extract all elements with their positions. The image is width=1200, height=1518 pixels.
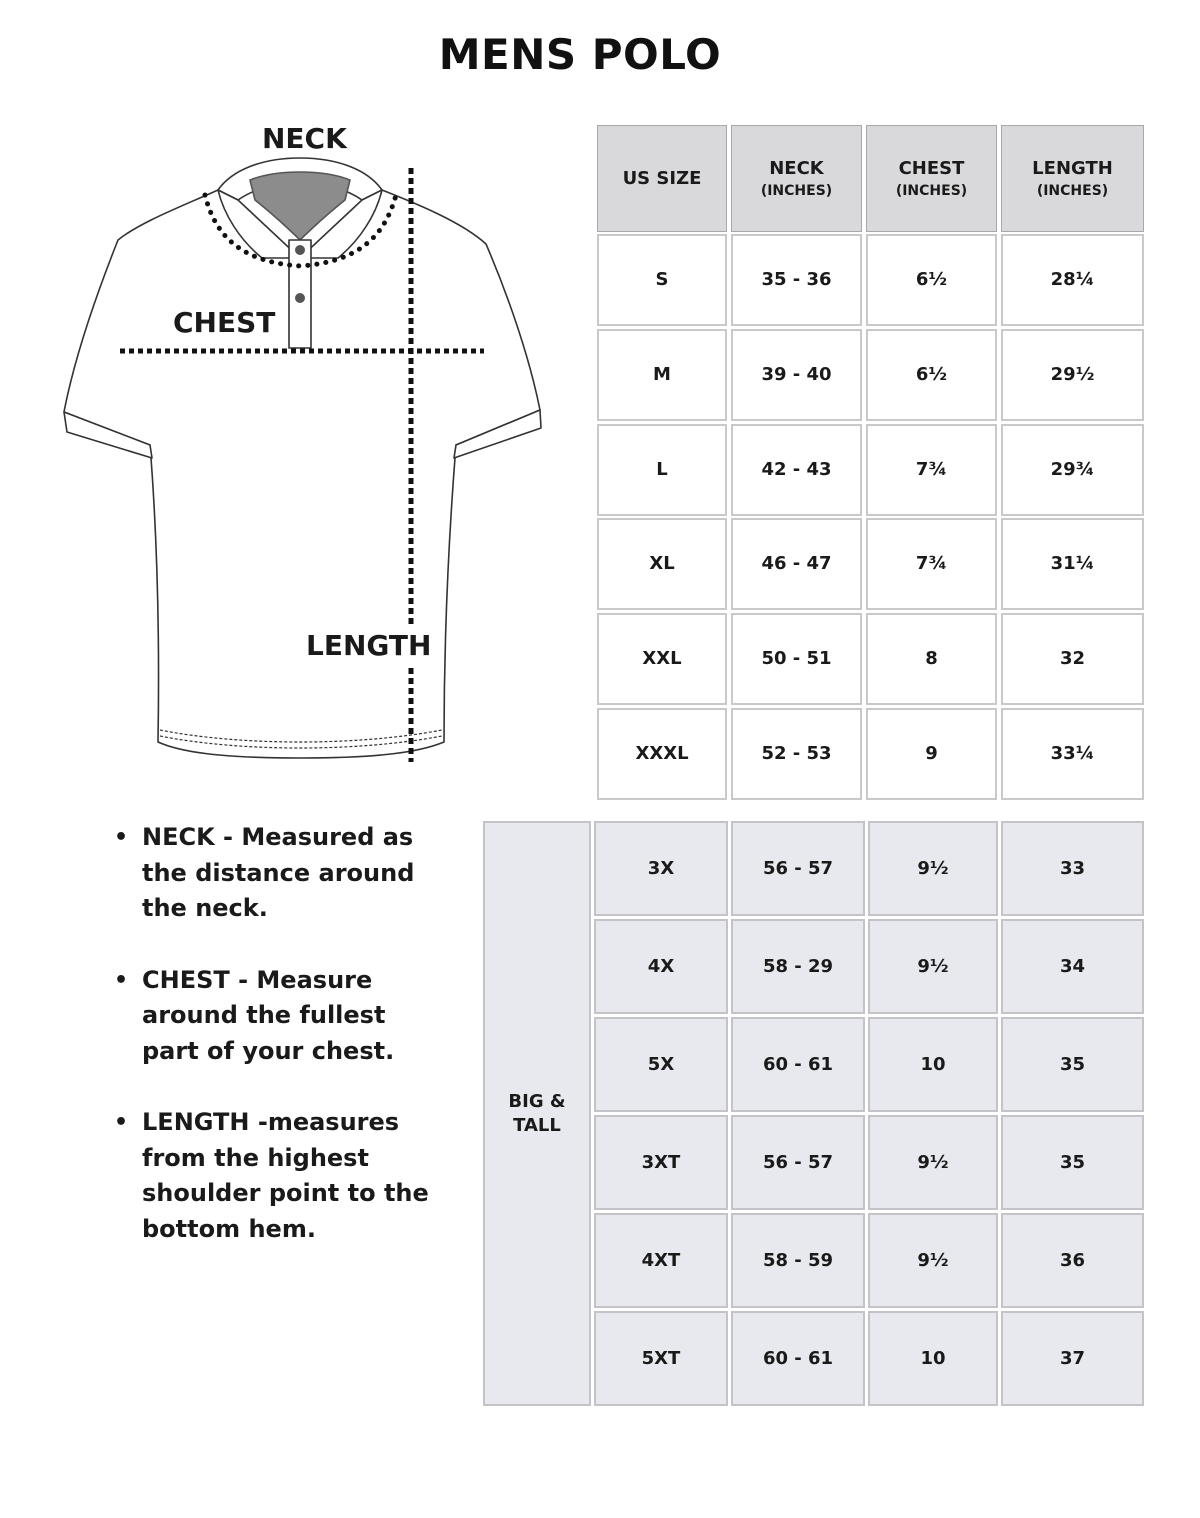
table-cell-neck: 35 - 36 <box>731 234 862 326</box>
button-top-icon <box>295 245 305 255</box>
big-tall-cell-neck: 60 - 61 <box>731 1017 865 1112</box>
page-title: MENS POLO <box>438 30 722 79</box>
big-tall-cell-us-size: 5X <box>594 1017 728 1112</box>
table-cell-chest: 6½ <box>866 234 997 326</box>
big-tall-label: BIG & TALL <box>483 821 591 1406</box>
table-cell-neck: 52 - 53 <box>731 708 862 800</box>
big-tall-cell-neck: 58 - 59 <box>731 1213 865 1308</box>
table-cell-us-size: XXXL <box>597 708 727 800</box>
table-cell-length: 31¼ <box>1001 518 1144 610</box>
big-tall-cell-chest: 9½ <box>868 821 998 916</box>
header-label: CHEST <box>898 157 965 179</box>
table-cell-chest: 7¾ <box>866 424 997 516</box>
header-label: LENGTH <box>1032 157 1113 179</box>
big-tall-cell-length: 35 <box>1001 1115 1144 1210</box>
header-length <box>1001 125 1144 232</box>
neck-label: NECK <box>262 122 347 155</box>
big-tall-cell-us-size: 3X <box>594 821 728 916</box>
table-cell-neck: 39 - 40 <box>731 329 862 421</box>
big-tall-cell-us-size: 5XT <box>594 1311 728 1406</box>
header-unit: (INCHES) <box>760 183 833 200</box>
note-neck: • NECK - Measured as the distance around the neck. <box>112 820 432 927</box>
table-cell-us-size: L <box>597 424 727 516</box>
header-label: US SIZE <box>622 167 702 189</box>
big-tall-cell-chest: 10 <box>868 1017 998 1112</box>
header-label: NECK <box>769 157 824 179</box>
table-cell-us-size: S <box>597 234 727 326</box>
big-tall-cell-length: 35 <box>1001 1017 1144 1112</box>
header-chest <box>866 125 997 232</box>
table-cell-length: 29½ <box>1001 329 1144 421</box>
button-bottom-icon <box>295 293 305 303</box>
big-tall-cell-neck: 60 - 61 <box>731 1311 865 1406</box>
big-tall-cell-chest: 9½ <box>868 1115 998 1210</box>
big-tall-cell-us-size: 4XT <box>594 1213 728 1308</box>
big-tall-cell-neck: 58 - 29 <box>731 919 865 1014</box>
table-cell-chest: 8 <box>866 613 997 705</box>
table-cell-length: 28¼ <box>1001 234 1144 326</box>
big-tall-cell-us-size: 3XT <box>594 1115 728 1210</box>
header-unit: (INCHES) <box>895 183 968 200</box>
table-cell-length: 32 <box>1001 613 1144 705</box>
header-us-size <box>597 125 727 232</box>
chest-label: CHEST <box>173 306 276 339</box>
polo-shirt-diagram <box>50 120 570 780</box>
big-tall-cell-length: 37 <box>1001 1311 1144 1406</box>
big-tall-cell-length: 33 <box>1001 821 1144 916</box>
table-cell-neck: 42 - 43 <box>731 424 862 516</box>
big-tall-cell-neck: 56 - 57 <box>731 821 865 916</box>
measurement-notes <box>112 820 432 1283</box>
table-cell-length: 33¼ <box>1001 708 1144 800</box>
table-cell-chest: 7¾ <box>866 518 997 610</box>
big-tall-cell-length: 34 <box>1001 919 1144 1014</box>
table-cell-chest: 9 <box>866 708 997 800</box>
header-neck <box>731 125 862 232</box>
table-cell-length: 29¾ <box>1001 424 1144 516</box>
table-cell-chest: 6½ <box>866 329 997 421</box>
big-tall-cell-chest: 9½ <box>868 1213 998 1308</box>
big-tall-cell-length: 36 <box>1001 1213 1144 1308</box>
header-unit: (INCHES) <box>1036 183 1109 200</box>
table-cell-neck: 50 - 51 <box>731 613 862 705</box>
note-chest: • CHEST - Measure around the fullest part of your chest. <box>112 963 432 1070</box>
big-tall-cell-neck: 56 - 57 <box>731 1115 865 1210</box>
big-tall-cell-chest: 10 <box>868 1311 998 1406</box>
table-cell-neck: 46 - 47 <box>731 518 862 610</box>
table-cell-us-size: XXL <box>597 613 727 705</box>
note-length: • LENGTH -measures from the highest shoulder point to the bottom hem. <box>112 1105 432 1247</box>
table-cell-us-size: XL <box>597 518 727 610</box>
table-cell-us-size: M <box>597 329 727 421</box>
length-label: LENGTH <box>306 629 432 662</box>
big-tall-cell-us-size: 4X <box>594 919 728 1014</box>
big-tall-cell-chest: 9½ <box>868 919 998 1014</box>
